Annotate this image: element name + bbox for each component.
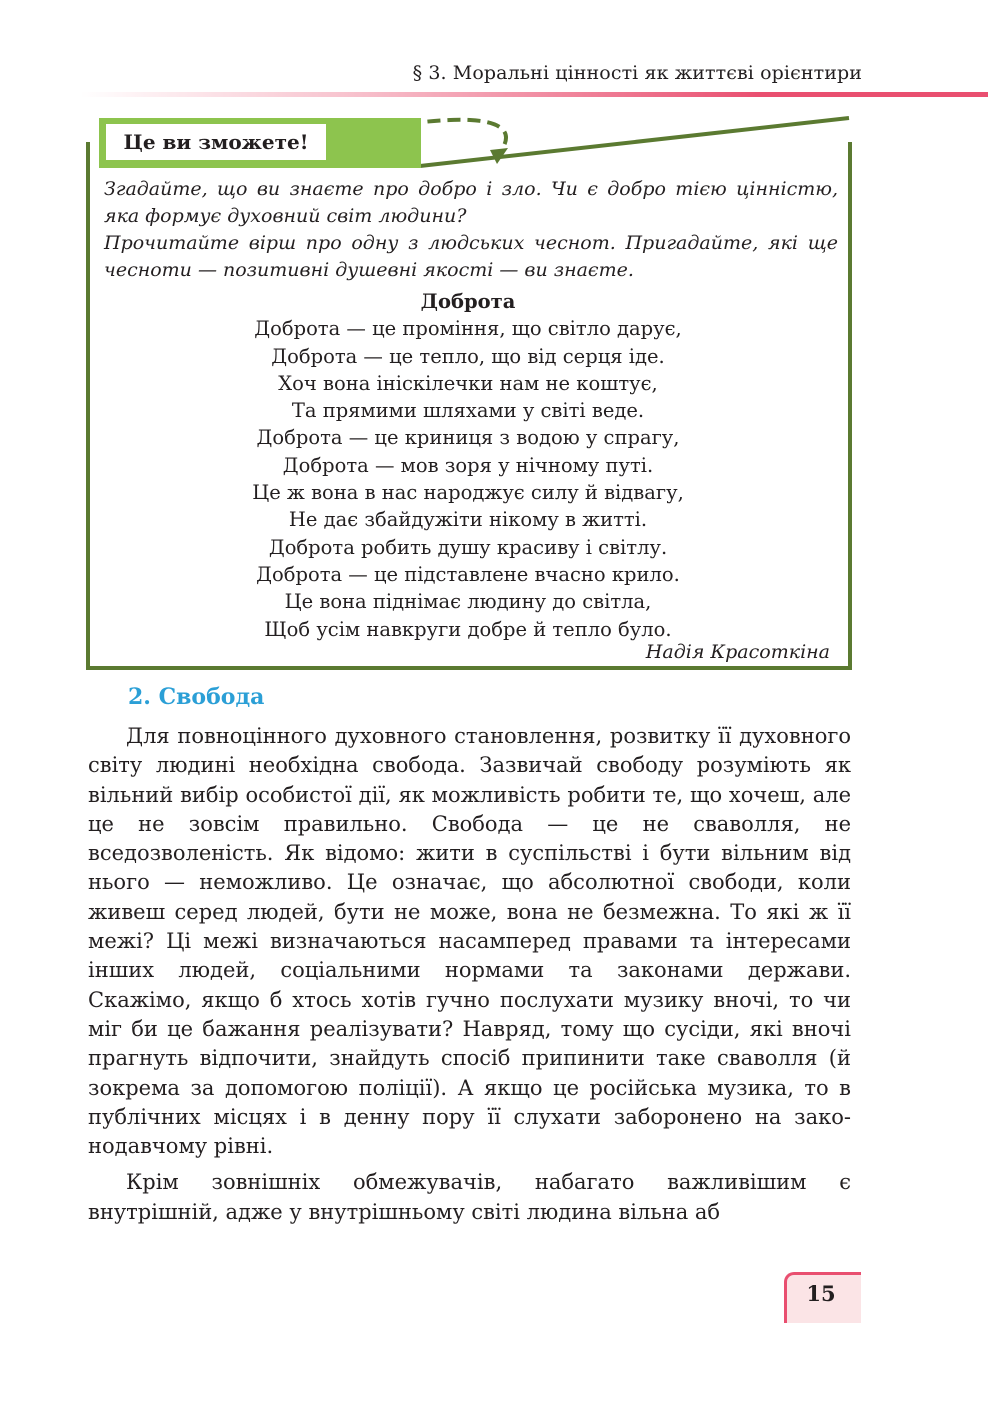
task-box-label: Це ви зможете! [106, 124, 326, 160]
task-box-intro [104, 176, 838, 284]
poem-line: Доброта — це проміння, що світло дарує, [254, 317, 682, 341]
poem-author: Надія Красоткіна [645, 641, 830, 663]
poem-line: Доброта — це криниця з водою у спрагу, [256, 426, 680, 450]
poem [92, 288, 844, 643]
poem-line: Доброта — це тепло, що від серця іде. [271, 344, 665, 368]
box-top-border [420, 118, 849, 166]
poem-line: Це ж вона в нас народжує силу й відвагу, [252, 481, 684, 505]
poem-line: Хоч вона ініскілечки нам не коштує, [278, 371, 658, 395]
intro-paragraph: Прочитайте вірш про одну з людських чеснот. Пригадайте, які ще чесноти — позитивні душевні якості — ви знаєте. [104, 232, 838, 281]
body-paragraph: Для повноцінного духовного становлення, розвитку її духовного світу людині необхідна свобода. Зазвичай свободу розуміють як вільний вибір особистої дії, як можливість робити те, що хочеш, але це не зовсім правильно. Свобода — це не сваволля, не вседозволеність. Як відомо: жити в суспільстві і бути вільним від нього — неможливо. Це означає, що абсолютної свободи, коли живеш серед людей, бути не може, вона не безмежна. То які ж її межі? Ці межі визначаються насамперед правами та інтересами інших людей, соціальними нормами та законами держави. Скажімо, якщо б хтось хотів гучно послухати музику вночі, то чи міг би це бажання реалізувати? Навряд, тому що сусіди, які вночі прагнуть відпочити, знайдуть спосіб припинити таке сваволля (й зокрема за допомогою поліції). А якщо це російська музика, то в публічних місцях і в денну пору її слухати заборонено на законодавчому рівні. [88, 724, 851, 1159]
body-paragraph: Крім зовнішніх обмежувачів, набагато важливішим є внутрішній, адже у внутрішньому світі людина вільна аб [88, 1170, 851, 1224]
poem-line: Доброта — мов зоря у нічному путі. [282, 453, 654, 477]
task-box-decoration [0, 0, 992, 200]
poem-title: Доброта [420, 290, 516, 313]
poem-line: Доброта — це підставлене вчасно крило. [256, 562, 680, 586]
intro-paragraph: Згадайте, що ви знаєте про добро і зло. Чи є добро тією цінністю, яка формує духовний світ людини? [104, 178, 838, 227]
page-number: 15 [806, 1281, 836, 1306]
poem-line: Це вона піднімає людину до світла, [284, 590, 652, 614]
section-heading: 2. Свобода [128, 684, 265, 710]
poem-line: Щоб усім навкруги добре й тепло було. [264, 617, 672, 641]
poem-line: Доброта робить душу красиву і світлу. [268, 535, 668, 559]
running-head: § 3. Моральні цінності як життєві орієнтири [412, 62, 862, 84]
body-text [88, 722, 851, 1234]
poem-line: Не дає збайдужіти нікому в житті. [288, 508, 648, 532]
poem-line: Та прямими шляхами у світі веде. [291, 399, 645, 423]
